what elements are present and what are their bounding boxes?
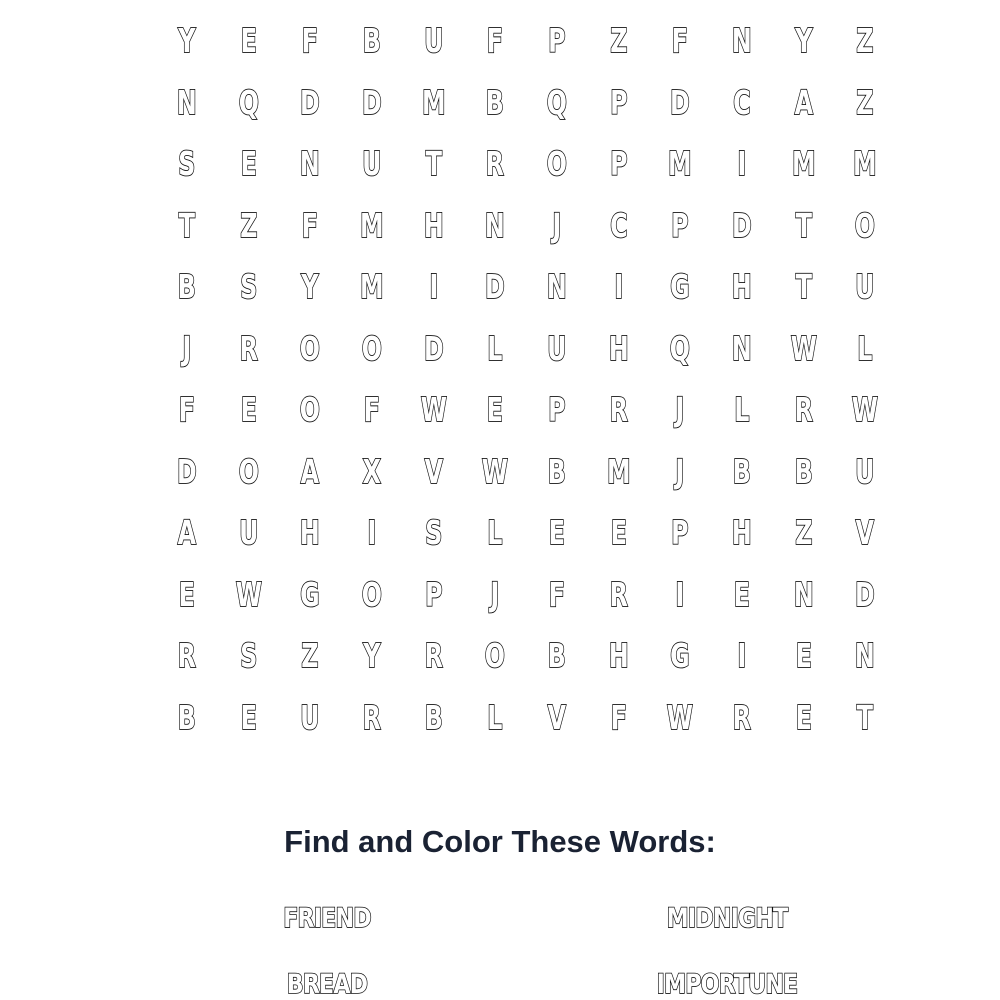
grid-letter[interactable]: Y <box>794 21 812 61</box>
word-list-title: Find and Color These Words: <box>284 824 716 859</box>
grid-letter[interactable]: O <box>300 390 321 430</box>
grid-letter[interactable]: T <box>856 697 874 737</box>
grid-letter[interactable]: O <box>361 328 382 368</box>
grid-letter[interactable]: J <box>675 390 685 430</box>
grid-letter[interactable]: T <box>425 144 442 184</box>
grid-letter[interactable]: F <box>671 21 689 61</box>
grid-letter[interactable]: H <box>300 513 321 553</box>
grid-letter[interactable]: U <box>547 328 567 368</box>
grid-letter[interactable]: P <box>609 144 628 184</box>
grid-letter[interactable]: D <box>361 82 382 122</box>
grid-letter[interactable]: W <box>235 574 262 614</box>
grid-letter[interactable]: B <box>547 636 566 676</box>
grid-letter[interactable]: G <box>670 636 690 676</box>
grid-letter[interactable]: B <box>177 697 196 737</box>
grid-letter[interactable]: F <box>486 21 504 61</box>
grid-letter[interactable]: P <box>609 82 628 122</box>
grid-letter[interactable]: H <box>731 267 752 307</box>
grid-letter[interactable]: E <box>240 21 257 61</box>
word-item[interactable]: IMPORTUNE <box>656 969 798 1000</box>
grid-letter[interactable]: S <box>239 267 258 307</box>
grid-letter[interactable]: L <box>487 328 503 368</box>
grid-letter[interactable]: W <box>790 328 817 368</box>
word-item[interactable]: MIDNIGHT <box>666 903 788 934</box>
grid-letter[interactable]: S <box>239 636 258 676</box>
grid-letter[interactable]: R <box>424 636 443 676</box>
grid-letter[interactable]: Y <box>178 21 196 61</box>
grid-letter[interactable]: O <box>238 451 259 491</box>
grid-letter[interactable]: P <box>548 390 566 430</box>
grid-letter[interactable]: J <box>552 205 562 245</box>
grid-letter[interactable]: H <box>423 205 444 245</box>
grid-letter[interactable]: B <box>547 451 566 491</box>
grid-letter[interactable]: J <box>490 574 500 614</box>
grid-letter[interactable]: W <box>420 390 447 430</box>
grid-letter[interactable]: T <box>795 205 812 245</box>
grid-letter[interactable]: I <box>737 636 747 676</box>
grid-letter[interactable]: J <box>182 328 192 368</box>
grid-letter[interactable]: O <box>854 205 876 245</box>
grid-letter[interactable]: A <box>300 451 320 491</box>
grid-letter[interactable]: U <box>300 697 320 737</box>
grid-letter[interactable]: I <box>737 144 747 184</box>
grid-letter[interactable]: Y <box>301 267 319 307</box>
grid-letter[interactable]: C <box>733 82 751 122</box>
grid-letter[interactable]: U <box>855 451 875 491</box>
grid-letter[interactable]: D <box>670 82 690 122</box>
grid-letter[interactable]: O <box>300 328 321 368</box>
grid-letter[interactable]: Z <box>856 21 874 61</box>
grid-letter[interactable]: R <box>362 697 381 737</box>
grid-letter[interactable]: P <box>424 574 443 614</box>
word-item[interactable]: BREAD <box>286 969 368 1000</box>
grid-letter[interactable]: U <box>238 513 259 553</box>
grid-letter[interactable]: X <box>362 451 381 491</box>
grid-letter[interactable]: P <box>548 21 566 61</box>
grid-letter[interactable]: U <box>855 267 875 307</box>
grid-letter[interactable]: N <box>731 21 752 61</box>
grid-letter[interactable]: F <box>548 574 565 614</box>
grid-letter[interactable]: O <box>546 144 567 184</box>
grid-letter[interactable]: B <box>177 267 196 307</box>
grid-letter[interactable]: M <box>791 144 816 184</box>
word-item[interactable]: FRIEND <box>283 903 371 934</box>
grid-letter[interactable]: E <box>795 636 812 676</box>
grid-letter[interactable]: N <box>300 144 321 184</box>
grid-letter[interactable]: M <box>668 144 692 184</box>
grid-letter[interactable]: D <box>176 451 197 491</box>
grid-letter[interactable]: U <box>362 144 382 184</box>
grid-letter[interactable]: E <box>795 697 812 737</box>
grid-letter[interactable]: O <box>485 636 506 676</box>
grid-letter[interactable]: H <box>608 636 629 676</box>
grid-letter[interactable]: Z <box>609 21 628 61</box>
grid-letter[interactable]: N <box>485 205 506 245</box>
grid-letter[interactable]: B <box>362 21 381 61</box>
word-list <box>0 900 1000 1000</box>
grid-letter[interactable]: M <box>359 267 384 307</box>
grid-letter[interactable]: M <box>421 82 446 122</box>
grid-letter[interactable]: G <box>300 574 320 614</box>
grid-letter[interactable]: W <box>666 697 694 737</box>
grid-letter[interactable]: T <box>795 267 812 307</box>
grid-letter[interactable]: T <box>178 205 195 245</box>
grid-letter[interactable]: Z <box>301 636 319 676</box>
grid-letter[interactable]: S <box>178 144 196 184</box>
grid-letter[interactable]: S <box>424 513 443 553</box>
grid-letter[interactable]: R <box>177 636 196 676</box>
grid-letter[interactable]: M <box>853 144 877 184</box>
grid-letter[interactable]: N <box>176 82 197 122</box>
grid-letter[interactable]: D <box>423 328 444 368</box>
grid-letter[interactable]: F <box>610 697 627 737</box>
grid-letter[interactable]: A <box>177 513 197 553</box>
grid-letter[interactable]: M <box>606 451 631 491</box>
grid-letter[interactable]: L <box>487 513 503 553</box>
letter-grid <box>156 10 896 748</box>
grid-letter[interactable]: R <box>609 574 628 614</box>
grid-letter[interactable]: B <box>486 82 505 122</box>
grid-letter[interactable]: E <box>548 513 565 553</box>
grid-letter[interactable]: R <box>609 390 628 430</box>
grid-letter[interactable]: U <box>423 21 444 61</box>
grid-letter[interactable]: Y <box>363 636 381 676</box>
grid-letter[interactable]: L <box>487 697 503 737</box>
grid-letter[interactable]: Z <box>856 82 874 122</box>
grid-letter[interactable]: F <box>178 390 195 430</box>
grid-letter[interactable]: I <box>367 513 377 553</box>
grid-letter[interactable]: C <box>609 205 628 245</box>
grid-letter[interactable]: R <box>485 144 505 184</box>
grid-letter[interactable]: L <box>857 328 873 368</box>
grid-letter[interactable]: E <box>733 574 750 614</box>
grid-letter[interactable]: N <box>731 328 752 368</box>
grid-letter[interactable]: N <box>793 574 814 614</box>
grid-letter[interactable]: V <box>547 697 566 737</box>
grid-letter[interactable]: V <box>424 451 443 491</box>
grid-letter[interactable]: E <box>240 697 257 737</box>
grid-letter[interactable]: Q <box>238 82 259 122</box>
grid-letter[interactable]: E <box>178 574 195 614</box>
grid-letter[interactable]: L <box>734 390 750 430</box>
grid-letter[interactable]: E <box>486 390 504 430</box>
grid-letter[interactable]: B <box>424 697 443 737</box>
grid-letter[interactable]: I <box>675 574 685 614</box>
grid-letter[interactable]: F <box>302 205 319 245</box>
grid-letter[interactable]: E <box>240 144 257 184</box>
grid-letter[interactable]: W <box>482 451 509 491</box>
grid-letter[interactable]: N <box>546 267 567 307</box>
grid-letter[interactable]: B <box>794 451 813 491</box>
grid-letter[interactable]: G <box>670 267 690 307</box>
grid-letter[interactable]: R <box>794 390 813 430</box>
grid-letter[interactable]: H <box>608 328 629 368</box>
grid-letter[interactable]: E <box>240 390 257 430</box>
grid-letter[interactable]: P <box>671 205 689 245</box>
grid-letter[interactable]: Z <box>239 205 258 245</box>
grid-letter[interactable]: Q <box>546 82 567 122</box>
grid-letter[interactable]: F <box>302 21 319 61</box>
grid-letter[interactable]: D <box>485 267 505 307</box>
grid-letter[interactable]: I <box>614 267 623 307</box>
grid-letter[interactable]: D <box>300 82 321 122</box>
grid-letter[interactable]: O <box>361 574 382 614</box>
grid-letter[interactable]: A <box>794 82 813 122</box>
grid-letter[interactable]: D <box>731 205 752 245</box>
grid-letter[interactable]: B <box>732 451 751 491</box>
grid-letter[interactable]: P <box>671 513 689 553</box>
grid-letter[interactable]: F <box>363 390 380 430</box>
grid-letter[interactable]: N <box>855 636 875 676</box>
grid-letter[interactable]: I <box>429 267 438 307</box>
grid-letter[interactable]: R <box>732 697 751 737</box>
grid-letter[interactable]: H <box>731 513 752 553</box>
grid-letter[interactable]: M <box>359 205 384 245</box>
grid-letter[interactable]: J <box>675 451 685 491</box>
grid-letter[interactable]: E <box>610 513 627 553</box>
grid-letter[interactable]: W <box>851 390 879 430</box>
grid-letter[interactable]: R <box>239 328 258 368</box>
grid-letter[interactable]: Q <box>669 328 691 368</box>
grid-letter[interactable]: Z <box>794 513 813 553</box>
grid-letter[interactable]: D <box>855 574 875 614</box>
grid-letter[interactable]: V <box>855 513 875 553</box>
